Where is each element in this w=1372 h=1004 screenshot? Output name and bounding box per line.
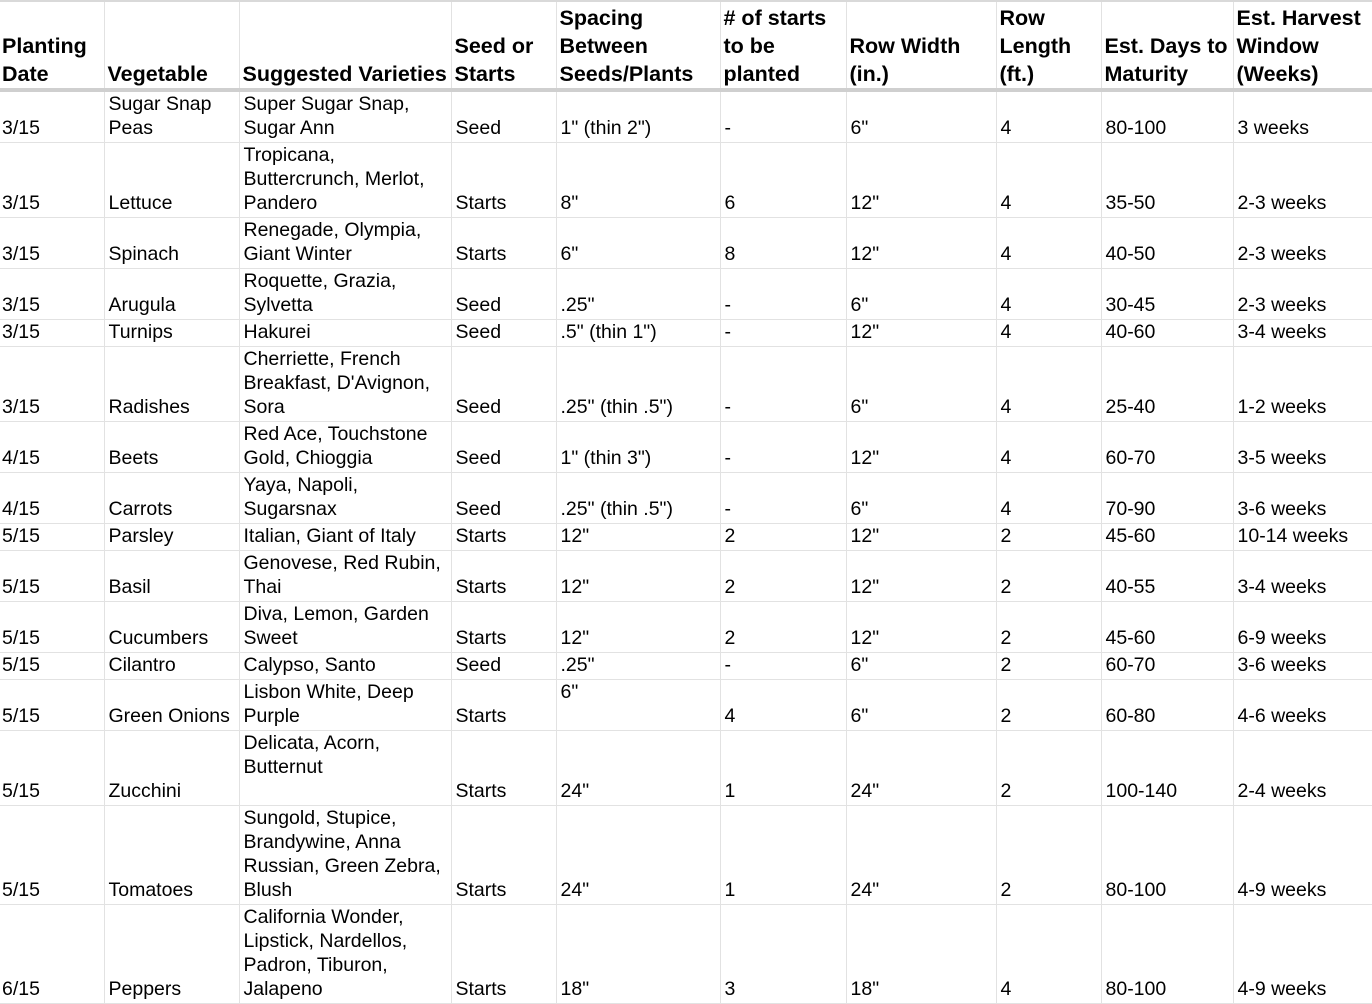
cell-days-to-maturity[interactable]: 60-70 xyxy=(1101,653,1233,680)
table-row xyxy=(0,90,1372,143)
header-spacing[interactable]: Spacing Between Seeds/Plants xyxy=(556,1,720,90)
cell-days-to-maturity[interactable]: 30-45 xyxy=(1101,269,1233,320)
cell-num-starts[interactable]: 1 xyxy=(720,731,846,806)
table-row xyxy=(0,143,1372,218)
cell-vegetable[interactable]: Zucchini xyxy=(104,731,239,806)
cell-row-length[interactable]: 4 xyxy=(996,269,1101,320)
cell-seed-or-starts[interactable]: Starts xyxy=(451,680,556,731)
cell-days-to-maturity[interactable]: 80-100 xyxy=(1101,905,1233,1004)
cell-row-length[interactable]: 4 xyxy=(996,218,1101,269)
cell-seed-or-starts[interactable]: Starts xyxy=(451,905,556,1004)
cell-row-width[interactable]: 6" xyxy=(846,269,996,320)
cell-planting-date[interactable]: 3/15 xyxy=(0,269,104,320)
cell-row-length[interactable]: 2 xyxy=(996,653,1101,680)
cell-harvest-window[interactable]: 1-2 weeks xyxy=(1233,347,1372,422)
header-suggested-varieties[interactable]: Suggested Varieties xyxy=(239,1,451,90)
cell-row-width[interactable]: 12" xyxy=(846,143,996,218)
cell-spacing[interactable]: 12" xyxy=(556,524,720,551)
cell-seed-or-starts[interactable]: Starts xyxy=(451,806,556,905)
cell-harvest-window[interactable]: 2-4 weeks xyxy=(1233,731,1372,806)
cell-spacing[interactable]: 24" xyxy=(556,731,720,806)
cell-planting-date[interactable]: 3/15 xyxy=(0,143,104,218)
cell-vegetable[interactable]: Radishes xyxy=(104,347,239,422)
table-row xyxy=(0,320,1372,347)
cell-harvest-window[interactable]: 3-6 weeks xyxy=(1233,653,1372,680)
cell-spacing[interactable]: .25" (thin .5") xyxy=(556,473,720,524)
cell-seed-or-starts[interactable]: Starts xyxy=(451,143,556,218)
table-row xyxy=(0,680,1372,731)
cell-varieties[interactable]: Yaya, Napoli, Sugarsnax xyxy=(239,473,451,524)
cell-days-to-maturity[interactable]: 60-70 xyxy=(1101,422,1233,473)
cell-row-width[interactable]: 24" xyxy=(846,806,996,905)
cell-spacing[interactable]: 8" xyxy=(556,143,720,218)
cell-planting-date[interactable]: 5/15 xyxy=(0,551,104,602)
cell-num-starts[interactable]: 4 xyxy=(720,680,846,731)
cell-varieties[interactable]: Roquette, Grazia, Sylvetta xyxy=(239,269,451,320)
cell-spacing[interactable]: .25" (thin .5") xyxy=(556,347,720,422)
cell-seed-or-starts[interactable]: Seed xyxy=(451,422,556,473)
cell-vegetable[interactable]: Beets xyxy=(104,422,239,473)
cell-seed-or-starts[interactable]: Seed xyxy=(451,347,556,422)
header-harvest-window[interactable]: Est. Harvest Window (Weeks) xyxy=(1233,1,1372,90)
cell-row-length[interactable]: 2 xyxy=(996,551,1101,602)
cell-days-to-maturity[interactable]: 100-140 xyxy=(1101,731,1233,806)
cell-row-length[interactable]: 4 xyxy=(996,143,1101,218)
cell-num-starts[interactable]: - xyxy=(720,90,846,143)
cell-vegetable[interactable]: Parsley xyxy=(104,524,239,551)
cell-planting-date[interactable]: 3/15 xyxy=(0,218,104,269)
header-row-length[interactable]: Row Length (ft.) xyxy=(996,1,1101,90)
cell-spacing[interactable]: 1" (thin 3") xyxy=(556,422,720,473)
cell-row-length[interactable]: 2 xyxy=(996,680,1101,731)
cell-planting-date[interactable]: 3/15 xyxy=(0,347,104,422)
cell-planting-date[interactable]: 5/15 xyxy=(0,524,104,551)
cell-days-to-maturity[interactable]: 25-40 xyxy=(1101,347,1233,422)
cell-row-width[interactable]: 6" xyxy=(846,90,996,143)
cell-harvest-window[interactable]: 2-3 weeks xyxy=(1233,269,1372,320)
cell-planting-date[interactable]: 5/15 xyxy=(0,653,104,680)
cell-spacing[interactable]: .25" xyxy=(556,653,720,680)
header-vegetable[interactable]: Vegetable xyxy=(104,1,239,90)
header-planting-date[interactable]: Planting Date xyxy=(0,1,104,90)
cell-num-starts[interactable]: 1 xyxy=(720,806,846,905)
cell-seed-or-starts[interactable]: Starts xyxy=(451,731,556,806)
table-row xyxy=(0,731,1372,806)
cell-spacing[interactable]: .5" (thin 1") xyxy=(556,320,720,347)
cell-days-to-maturity[interactable]: 45-60 xyxy=(1101,602,1233,653)
cell-varieties[interactable]: Lisbon White, Deep Purple xyxy=(239,680,451,731)
table-row xyxy=(0,218,1372,269)
cell-seed-or-starts[interactable]: Starts xyxy=(451,551,556,602)
cell-row-width[interactable]: 12" xyxy=(846,320,996,347)
cell-seed-or-starts[interactable]: Seed xyxy=(451,269,556,320)
cell-seed-or-starts[interactable]: Seed xyxy=(451,653,556,680)
cell-days-to-maturity[interactable]: 40-55 xyxy=(1101,551,1233,602)
cell-vegetable[interactable]: Peppers xyxy=(104,905,239,1004)
cell-spacing[interactable]: 12" xyxy=(556,602,720,653)
cell-planting-date[interactable]: 5/15 xyxy=(0,680,104,731)
cell-seed-or-starts[interactable]: Seed xyxy=(451,320,556,347)
cell-row-length[interactable]: 2 xyxy=(996,806,1101,905)
table-row xyxy=(0,602,1372,653)
cell-row-width[interactable]: 12" xyxy=(846,551,996,602)
cell-seed-or-starts[interactable]: Starts xyxy=(451,602,556,653)
cell-planting-date[interactable]: 6/15 xyxy=(0,905,104,1004)
cell-harvest-window[interactable]: 2-3 weeks xyxy=(1233,218,1372,269)
cell-varieties[interactable]: Cherriette, French Breakfast, D'Avignon, Sora xyxy=(239,347,451,422)
cell-row-length[interactable]: 2 xyxy=(996,524,1101,551)
cell-days-to-maturity[interactable]: 70-90 xyxy=(1101,473,1233,524)
cell-row-width[interactable]: 24" xyxy=(846,731,996,806)
cell-vegetable[interactable]: Arugula xyxy=(104,269,239,320)
cell-num-starts[interactable]: - xyxy=(720,320,846,347)
cell-spacing[interactable]: .25" xyxy=(556,269,720,320)
cell-spacing[interactable]: 24" xyxy=(556,806,720,905)
cell-harvest-window[interactable]: 4-9 weeks xyxy=(1233,905,1372,1004)
cell-row-width[interactable]: 6" xyxy=(846,347,996,422)
cell-vegetable[interactable]: Green Onions xyxy=(104,680,239,731)
cell-num-starts[interactable]: - xyxy=(720,653,846,680)
cell-planting-date[interactable]: 5/15 xyxy=(0,731,104,806)
cell-vegetable[interactable]: Cilantro xyxy=(104,653,239,680)
cell-row-length[interactable]: 4 xyxy=(996,320,1101,347)
cell-num-starts[interactable]: 2 xyxy=(720,524,846,551)
cell-num-starts[interactable]: - xyxy=(720,473,846,524)
cell-varieties[interactable]: Delicata, Acorn, Butternut xyxy=(239,731,451,806)
cell-seed-or-starts[interactable]: Seed xyxy=(451,90,556,143)
cell-varieties[interactable]: Hakurei xyxy=(239,320,451,347)
cell-seed-or-starts[interactable]: Seed xyxy=(451,473,556,524)
cell-spacing[interactable]: 6" xyxy=(556,680,720,731)
cell-spacing[interactable]: 1" (thin 2") xyxy=(556,90,720,143)
cell-row-length[interactable]: 4 xyxy=(996,473,1101,524)
cell-vegetable[interactable]: Sugar Snap Peas xyxy=(104,90,239,143)
cell-num-starts[interactable]: 3 xyxy=(720,905,846,1004)
cell-vegetable[interactable]: Basil xyxy=(104,551,239,602)
cell-num-starts[interactable]: 2 xyxy=(720,551,846,602)
cell-row-length[interactable]: 4 xyxy=(996,347,1101,422)
cell-row-length[interactable]: 2 xyxy=(996,731,1101,806)
cell-row-width[interactable]: 6" xyxy=(846,653,996,680)
header-row-width[interactable]: Row Width (in.) xyxy=(846,1,996,90)
cell-varieties[interactable]: California Wonder, Lipstick, Nardellos, Padron, Tiburon, Jalapeno xyxy=(239,905,451,1004)
cell-row-width[interactable]: 12" xyxy=(846,524,996,551)
cell-harvest-window[interactable]: 3-4 weeks xyxy=(1233,551,1372,602)
cell-row-width[interactable]: 6" xyxy=(846,473,996,524)
header-row xyxy=(0,1,1372,90)
cell-days-to-maturity[interactable]: 40-60 xyxy=(1101,320,1233,347)
cell-row-length[interactable]: 4 xyxy=(996,422,1101,473)
cell-num-starts[interactable]: - xyxy=(720,422,846,473)
cell-planting-date[interactable]: 3/15 xyxy=(0,90,104,143)
cell-seed-or-starts[interactable]: Starts xyxy=(451,218,556,269)
cell-harvest-window[interactable]: 4-9 weeks xyxy=(1233,806,1372,905)
cell-vegetable[interactable]: Carrots xyxy=(104,473,239,524)
cell-row-width[interactable]: 12" xyxy=(846,602,996,653)
cell-harvest-window[interactable]: 3 weeks xyxy=(1233,90,1372,143)
cell-planting-date[interactable]: 4/15 xyxy=(0,473,104,524)
table-row xyxy=(0,653,1372,680)
cell-varieties[interactable]: Calypso, Santo xyxy=(239,653,451,680)
cell-harvest-window[interactable]: 6-9 weeks xyxy=(1233,602,1372,653)
header-seed-or-starts[interactable]: Seed or Starts xyxy=(451,1,556,90)
cell-num-starts[interactable]: 2 xyxy=(720,602,846,653)
cell-vegetable[interactable]: Spinach xyxy=(104,218,239,269)
cell-varieties[interactable]: Red Ace, Touchstone Gold, Chioggia xyxy=(239,422,451,473)
cell-vegetable[interactable]: Tomatoes xyxy=(104,806,239,905)
cell-varieties[interactable]: Tropicana, Buttercrunch, Merlot, Pandero xyxy=(239,143,451,218)
cell-row-width[interactable]: 6" xyxy=(846,680,996,731)
cell-varieties[interactable]: Diva, Lemon, Garden Sweet xyxy=(239,602,451,653)
cell-num-starts[interactable]: - xyxy=(720,269,846,320)
cell-vegetable[interactable]: Cucumbers xyxy=(104,602,239,653)
cell-days-to-maturity[interactable]: 45-60 xyxy=(1101,524,1233,551)
table-row xyxy=(0,269,1372,320)
cell-row-length[interactable]: 4 xyxy=(996,90,1101,143)
cell-seed-or-starts[interactable]: Starts xyxy=(451,524,556,551)
cell-spacing[interactable]: 12" xyxy=(556,551,720,602)
header-num-starts[interactable]: # of starts to be planted xyxy=(720,1,846,90)
cell-row-length[interactable]: 4 xyxy=(996,905,1101,1004)
cell-planting-date[interactable]: 5/15 xyxy=(0,602,104,653)
table-row xyxy=(0,473,1372,524)
cell-planting-date[interactable]: 5/15 xyxy=(0,806,104,905)
cell-varieties[interactable]: Genovese, Red Rubin, Thai xyxy=(239,551,451,602)
table-row xyxy=(0,551,1372,602)
cell-harvest-window[interactable]: 3-6 weeks xyxy=(1233,473,1372,524)
cell-days-to-maturity[interactable]: 40-50 xyxy=(1101,218,1233,269)
cell-spacing[interactable]: 6" xyxy=(556,218,720,269)
cell-vegetable[interactable]: Lettuce xyxy=(104,143,239,218)
cell-spacing[interactable]: 18" xyxy=(556,905,720,1004)
table-row xyxy=(0,422,1372,473)
table-row xyxy=(0,905,1372,1004)
cell-row-width[interactable]: 18" xyxy=(846,905,996,1004)
cell-harvest-window[interactable]: 3-4 weeks xyxy=(1233,320,1372,347)
cell-days-to-maturity[interactable]: 35-50 xyxy=(1101,143,1233,218)
cell-row-length[interactable]: 2 xyxy=(996,602,1101,653)
cell-harvest-window[interactable]: 4-6 weeks xyxy=(1233,680,1372,731)
cell-varieties[interactable]: Italian, Giant of Italy xyxy=(239,524,451,551)
header-days-to-maturity[interactable]: Est. Days to Maturity xyxy=(1101,1,1233,90)
cell-varieties[interactable]: Renegade, Olympia, Giant Winter xyxy=(239,218,451,269)
table-row xyxy=(0,524,1372,551)
cell-num-starts[interactable]: - xyxy=(720,347,846,422)
cell-varieties[interactable]: Sungold, Stupice, Brandywine, Anna Russian, Green Zebra, Blush xyxy=(239,806,451,905)
cell-harvest-window[interactable]: 3-5 weeks xyxy=(1233,422,1372,473)
cell-varieties[interactable]: Super Sugar Snap, Sugar Ann xyxy=(239,90,451,143)
cell-row-width[interactable]: 12" xyxy=(846,218,996,269)
cell-num-starts[interactable]: 8 xyxy=(720,218,846,269)
table-row xyxy=(0,806,1372,905)
cell-harvest-window[interactable]: 10-14 weeks xyxy=(1233,524,1372,551)
cell-days-to-maturity[interactable]: 80-100 xyxy=(1101,806,1233,905)
cell-planting-date[interactable]: 3/15 xyxy=(0,320,104,347)
cell-row-width[interactable]: 12" xyxy=(846,422,996,473)
cell-planting-date[interactable]: 4/15 xyxy=(0,422,104,473)
cell-harvest-window[interactable]: 2-3 weeks xyxy=(1233,143,1372,218)
cell-vegetable[interactable]: Turnips xyxy=(104,320,239,347)
cell-days-to-maturity[interactable]: 60-80 xyxy=(1101,680,1233,731)
cell-days-to-maturity[interactable]: 80-100 xyxy=(1101,90,1233,143)
table-row xyxy=(0,347,1372,422)
cell-num-starts[interactable]: 6 xyxy=(720,143,846,218)
